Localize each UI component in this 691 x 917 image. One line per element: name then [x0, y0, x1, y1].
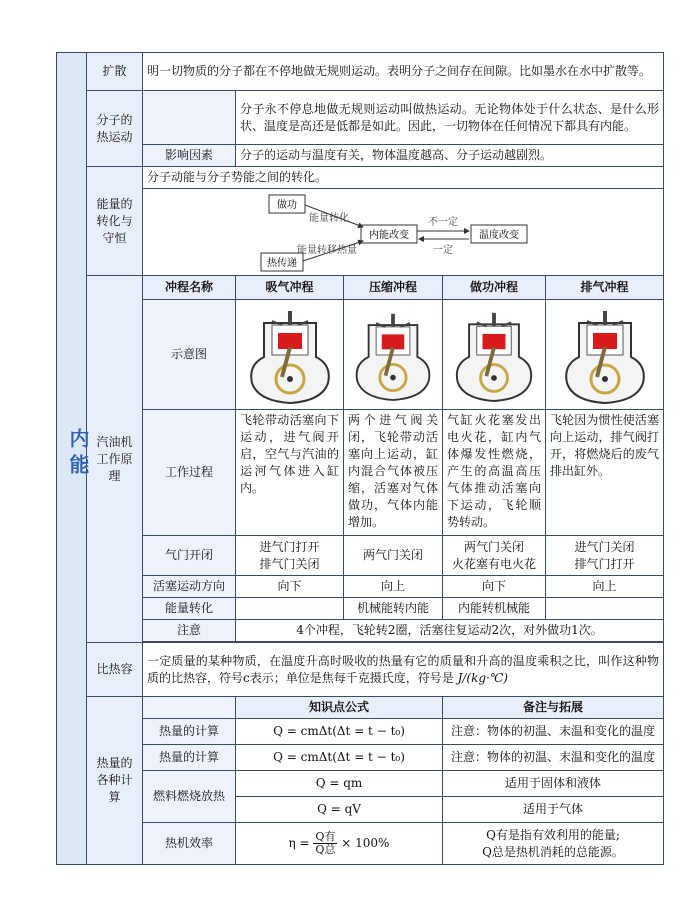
thermal-motion-label: 分子的热运动 [87, 91, 143, 167]
internal-text: 内能改变 [369, 230, 409, 241]
stroke-power: 做功冲程 [443, 276, 546, 300]
calc-note: 注意：物体的初温、末温和变化的温度 [443, 719, 664, 745]
work-text: 做功 [277, 200, 297, 211]
valve-compression: 两气门关闭 [344, 536, 443, 576]
piston-power: 向下 [443, 576, 546, 598]
diagram-label: 示意图 [143, 300, 236, 410]
valve-exhaust: 进气门关闭 排气门打开 [546, 536, 664, 576]
energy-label: 能量的转化与守恒 [87, 167, 143, 276]
calc-note: 注意：物体的初温、末温和变化的温度 [443, 745, 664, 771]
energy-diagram-cell [143, 189, 664, 276]
factor-label: 影响因素 [143, 145, 236, 167]
transfer-text: 能量转移热量 [297, 245, 357, 256]
conv-text: 能量转化 [309, 213, 349, 224]
efficiency-note: Q有是指有效利用的能量; Q总是热机消耗的总能源。 [443, 823, 664, 865]
side-label: 内能 [57, 53, 87, 865]
col-formula-header: 知识点公式 [236, 697, 443, 719]
must-text: 一定 [433, 245, 453, 256]
diffusion-label: 扩散 [87, 53, 143, 91]
internal-energy-table [56, 52, 664, 865]
heat-calc-label: 热量的各种计算 [87, 697, 143, 865]
col-note-header: 备注与拓展 [443, 697, 664, 719]
energy-conv-label: 能量转化 [143, 598, 236, 620]
stroke-header: 冲程名称 [143, 276, 236, 300]
energy-diagram [143, 189, 663, 275]
energy-compression: 机械能转内能 [344, 598, 443, 620]
valve-intake: 进气门打开 排气门关闭 [236, 536, 344, 576]
process-compression: 两个进气阀关闭，飞轮带动活塞向上运动，缸内混合气体被压缩，活塞对气体做功，气体内能增加。 [344, 410, 443, 536]
energy-exhaust [546, 598, 664, 620]
engine-diagram-intake [242, 303, 338, 407]
engine-diagram-exhaust [557, 303, 653, 407]
knowledge-sheet [56, 52, 663, 865]
fuel-note-gas: 适用于气体 [443, 797, 664, 823]
note-text: 4个冲程，飞轮转2圈，活塞往复运动2次，对外做功1次。 [236, 620, 664, 642]
piston-intake: 向下 [236, 576, 344, 598]
energy-text: 分子动能与分子势能之间的转化。 [143, 167, 664, 189]
thermal-motion-blank [143, 91, 236, 145]
engine-diagram-cell [443, 300, 546, 410]
fuel-formula-solid: Q = qm [236, 771, 443, 797]
specific-heat-label: 比热容 [87, 643, 143, 697]
stroke-exhaust: 排气冲程 [546, 276, 664, 300]
specific-heat-text: 一定质量的某种物质，在温度升高时吸收的热量有它的质量和升高的温度乘积之比，叫作这种物质的比热容，符号c表示；单位是焦每千克摄氏度，符号是 J/(kg·℃) [143, 643, 664, 697]
specific-heat-unit: J/(kg·℃) [457, 670, 508, 685]
engine-label: 汽油机工作原理 [87, 276, 143, 643]
energy-intake [236, 598, 344, 620]
process-power: 气缸火花塞发出电火花，缸内气体爆发性燃烧，产生的高温高压气体推动活塞向下运动，飞轮顺势转动。 [443, 410, 546, 536]
engine-diagram-power [448, 303, 540, 407]
piston-compression: 向上 [344, 576, 443, 598]
stroke-compression: 压缩冲程 [344, 276, 443, 300]
piston-exhaust: 向上 [546, 576, 664, 598]
engine-diagram-cell [546, 300, 664, 410]
engine-diagram-cell [344, 300, 443, 410]
valve-power: 两气门关闭 火花塞有电火花 [443, 536, 546, 576]
stroke-intake: 吸气冲程 [236, 276, 344, 300]
calc-formula: Q = cmΔt(Δt = t − t₀) [236, 745, 443, 771]
energy-power: 内能转机械能 [443, 598, 546, 620]
calc-formula: Q = cmΔt(Δt = t − t₀) [236, 719, 443, 745]
process-exhaust: 飞轮因为惯性使活塞向上运动，排气阀打开，将燃烧后的废气排出缸外。 [546, 410, 664, 536]
thermal-motion-definition: 分子永不停息地做无规则运动叫做热运动。无论物体处于什么状态、是什么形状、温度是高还是低都是如此。因此，一切物体在任何情况下都具有内能。 [236, 91, 664, 145]
engine-diagram-cell [236, 300, 344, 410]
heat-calc-blank [143, 697, 236, 719]
note-label: 注意 [143, 620, 236, 642]
heat-text: 热传递 [267, 258, 297, 269]
efficiency-formula: η = $\frac{\text{Q有}}{\text{Q总}}$ × 100% [236, 823, 443, 865]
temp-text: 温度改变 [479, 230, 519, 241]
fuel-formula-gas: Q = qV [236, 797, 443, 823]
valve-label: 气门开闭 [143, 536, 236, 576]
piston-label: 活塞运动方向 [143, 576, 236, 598]
efficiency-label: 热机效率 [143, 823, 236, 865]
fuel-label: 燃料燃烧放热 [143, 771, 236, 823]
process-intake: 飞轮带动活塞向下运动，进气阀开启，空气与汽油的运河气体进入缸内。 [236, 410, 344, 536]
factor-text: 分子的运动与温度有关，物体温度越高、分子运动越剧烈。 [236, 145, 664, 167]
fuel-note-solid: 适用于固体和液体 [443, 771, 664, 797]
not-nec-text: 不一定 [428, 217, 458, 228]
diffusion-text: 明一切物质的分子都在不停地做无规则运动。表明分子之间存在间隙。比如墨水在水中扩散等。 [143, 53, 664, 91]
process-label: 工作过程 [143, 410, 236, 536]
calc-name: 热量的计算 [143, 745, 236, 771]
engine-diagram-compression [348, 303, 438, 407]
calc-name: 热量的计算 [143, 719, 236, 745]
